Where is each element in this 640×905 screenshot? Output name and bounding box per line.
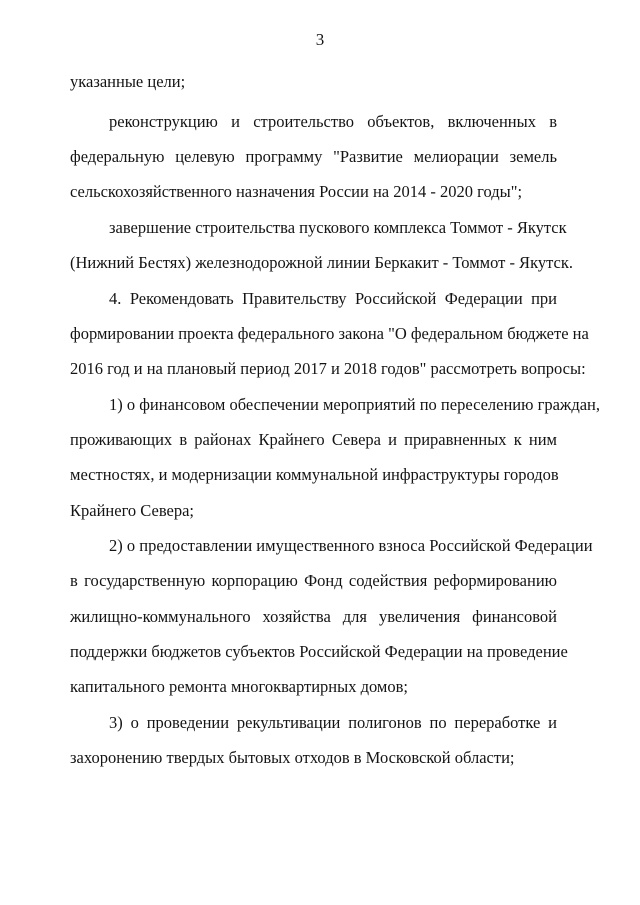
- text-line: 2016 год и на плановый период 2017 и 2018 годов" рассмотреть вопросы:: [70, 359, 586, 378]
- text-line: захоронению твердых бытовых отходов в Московской области;: [70, 748, 515, 767]
- text-line: капитального ремонта многоквартирных домов;: [70, 677, 408, 696]
- text-line: проживающих в районах Крайнего Севера и приравненных к ним: [70, 430, 557, 449]
- text-line: 2) о предоставлении имущественного взноса Российской Федерации: [109, 536, 593, 555]
- text-line: (Нижний Бестях) железнодорожной линии Беркакит - Томмот - Якутск.: [70, 253, 573, 272]
- text-line: 4. Рекомендовать Правительству Российской Федерации при: [109, 289, 557, 308]
- text-line: завершение строительства пускового комплекса Томмот - Якутск: [109, 218, 567, 237]
- text-line: федеральную целевую программу "Развитие мелиорации земель: [70, 147, 557, 166]
- page-number: 3: [315, 30, 325, 49]
- text-line: формировании проекта федерального закона "О федеральном бюджете на: [70, 324, 589, 343]
- text-line: в государственную корпорацию Фонд содействия реформированию: [70, 571, 557, 590]
- text-line: 1) о финансовом обеспечении мероприятий по переселению граждан,: [109, 395, 601, 414]
- text-line: жилищно-коммунального хозяйства для увеличения финансовой: [70, 607, 557, 626]
- text-line: местностях, и модернизации коммунальной инфраструктуры городов: [70, 465, 559, 484]
- text-line: 3) о проведении рекультивации полигонов по переработке и: [109, 713, 557, 732]
- text-line: реконструкцию и строительство объектов, включенных в: [109, 112, 557, 131]
- text-line: поддержки бюджетов субъектов Российской Федерации на проведение: [70, 642, 568, 661]
- text-line: сельскохозяйственного назначения России на 2014 - 2020 годы";: [70, 182, 523, 201]
- text-line: Крайнего Севера;: [70, 501, 194, 520]
- text-line: указанные цели;: [70, 72, 186, 91]
